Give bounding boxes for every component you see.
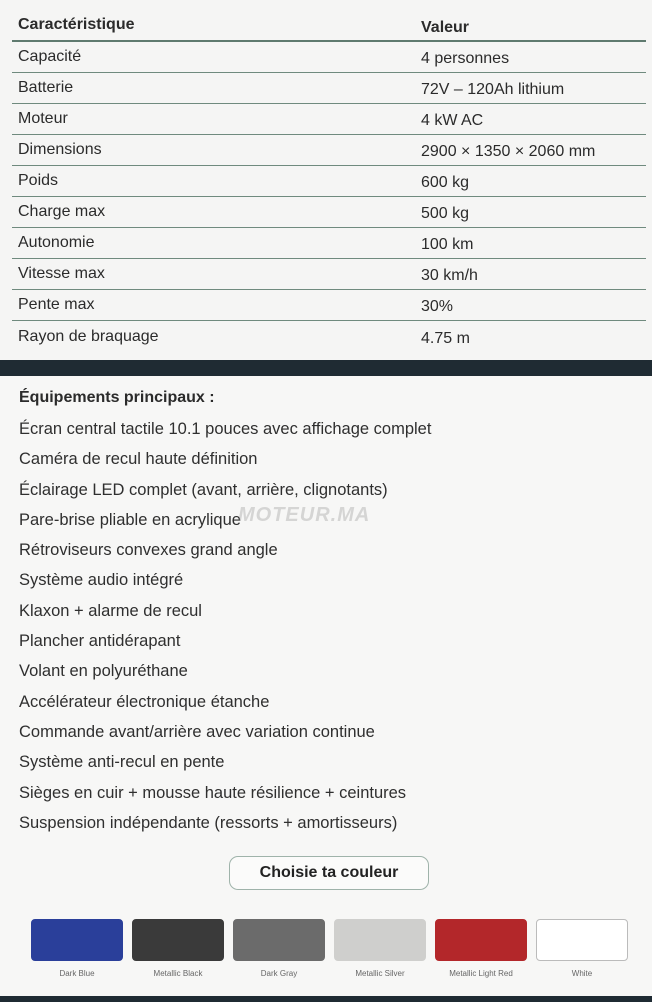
- spec-label: Capacité: [18, 48, 82, 65]
- spec-value: 100 km: [421, 236, 474, 253]
- header-value: Valeur: [421, 19, 470, 36]
- specifications-panel: [0, 0, 652, 360]
- spec-value: 2900 × 1350 × 2060 mm: [421, 143, 596, 160]
- color-chip[interactable]: [435, 919, 527, 961]
- equipment-title: Équipements principaux :: [19, 389, 215, 406]
- table-row: [12, 290, 646, 321]
- spec-label: Pente max: [18, 296, 95, 313]
- list-item: Commande avant/arrière avec variation continue: [19, 722, 375, 741]
- color-chip[interactable]: [233, 919, 325, 961]
- spec-value: 600 kg: [421, 174, 470, 191]
- spec-value: 72V – 120Ah lithium: [421, 81, 565, 98]
- spec-label: Dimensions: [18, 141, 102, 158]
- spec-label: Charge max: [18, 203, 106, 220]
- list-item: Klaxon + alarme de recul: [19, 601, 202, 620]
- color-name: Dark Gray: [260, 969, 298, 978]
- color-chip[interactable]: [132, 919, 224, 961]
- spec-label: Poids: [18, 172, 59, 189]
- list-item: Caméra de recul haute définition: [19, 450, 258, 469]
- equipment-list: [19, 417, 431, 841]
- list-item: Écran central tactile 10.1 pouces avec affichage complet: [19, 420, 432, 438]
- color-name: White: [571, 969, 593, 978]
- list-item: Suspension indépendante (ressorts + amortisseurs): [19, 813, 398, 832]
- table-row: [12, 197, 646, 228]
- table-header: [12, 10, 646, 42]
- spec-value: 30 km/h: [421, 267, 478, 284]
- color-chip[interactable]: [334, 919, 426, 961]
- section-divider: [0, 360, 652, 376]
- color-name: Metallic Light Red: [449, 969, 513, 978]
- color-option-metallic-black[interactable]: [132, 919, 224, 978]
- specifications-table: [12, 10, 646, 352]
- header-label: Caractéristique: [18, 16, 135, 33]
- spec-value: 500 kg: [421, 205, 470, 222]
- color-chip[interactable]: [31, 919, 123, 961]
- color-option-dark-blue[interactable]: [31, 919, 123, 978]
- table-row: [12, 73, 646, 104]
- list-item: Accélérateur électronique étanche: [19, 692, 270, 711]
- list-item: Éclairage LED complet (avant, arrière, clignotants): [19, 480, 388, 499]
- watermark: MOTEUR.MA: [238, 504, 371, 526]
- color-name: Metallic Silver: [355, 969, 405, 978]
- table-row: [12, 135, 646, 166]
- choose-color-button[interactable]: Choisie ta couleur: [229, 856, 429, 890]
- list-item: Système audio intégré: [19, 571, 184, 590]
- spec-label: Vitesse max: [18, 265, 105, 282]
- color-name: Metallic Black: [153, 969, 203, 978]
- color-chip[interactable]: [536, 919, 628, 961]
- bottom-bar: [0, 996, 652, 1002]
- color-option-metallic-silver[interactable]: [334, 919, 426, 978]
- list-item: Rétroviseurs convexes grand angle: [19, 541, 278, 560]
- spec-value: 4 kW AC: [421, 112, 484, 129]
- spec-value: 30%: [421, 298, 454, 315]
- table-row: [12, 321, 646, 352]
- spec-label: Rayon de braquage: [18, 327, 159, 345]
- color-option-white[interactable]: [536, 919, 628, 978]
- spec-label: Moteur: [18, 110, 68, 127]
- table-row: [12, 259, 646, 290]
- table-row: [12, 42, 646, 73]
- spec-value: 4.75 m: [421, 329, 470, 347]
- list-item: Sièges en cuir + mousse haute résilience + ceintures: [19, 783, 407, 802]
- equipment-panel: [0, 376, 652, 996]
- list-item: Plancher antidérapant: [19, 632, 181, 651]
- list-item: Système anti-recul en pente: [19, 753, 225, 772]
- list-item: Pare-brise pliable en acrylique: [19, 510, 241, 529]
- table-row: [12, 166, 646, 197]
- color-name: Dark Blue: [59, 969, 95, 978]
- spec-value: 4 personnes: [421, 50, 510, 67]
- table-row: [12, 228, 646, 259]
- color-option-metallic-light-red[interactable]: [435, 919, 527, 978]
- color-swatches: [31, 919, 631, 989]
- color-option-dark-gray[interactable]: [233, 919, 325, 978]
- list-item: Volant en polyuréthane: [19, 662, 188, 681]
- table-row: [12, 104, 646, 135]
- spec-label: Batterie: [18, 79, 74, 96]
- spec-label: Autonomie: [18, 234, 95, 251]
